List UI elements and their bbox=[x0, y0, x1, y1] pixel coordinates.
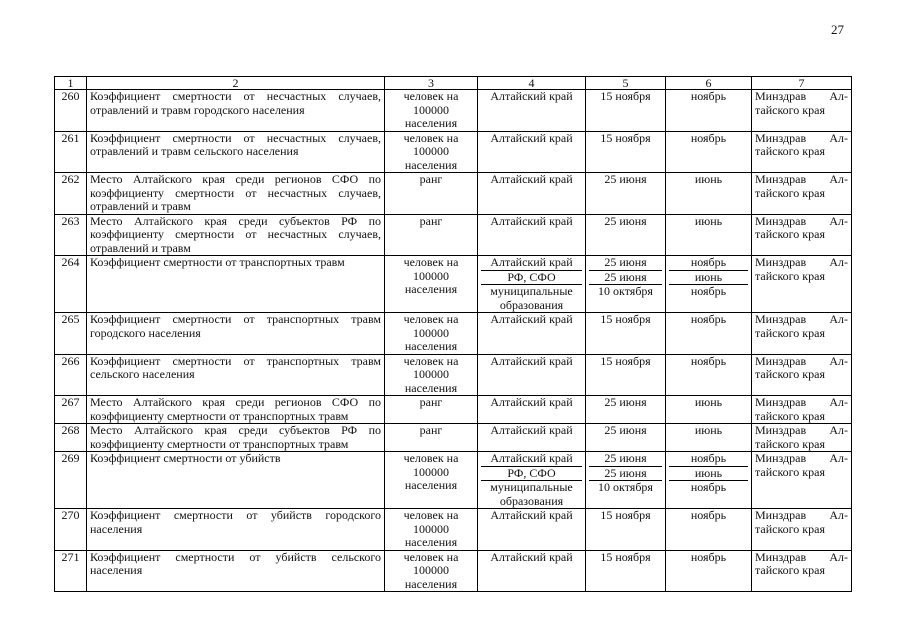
territory-level-line: Алтайский край bbox=[490, 550, 573, 564]
responsible-agency bbox=[752, 424, 852, 452]
unit-of-measure: человек на 100000 населения bbox=[385, 313, 478, 355]
agency-name-part: Минздрав bbox=[755, 312, 807, 326]
report-month bbox=[666, 424, 752, 452]
agency-name-part: тайского края bbox=[755, 144, 825, 158]
page-number: 27 bbox=[831, 22, 844, 37]
territory-level-line: Алтайский край bbox=[490, 423, 573, 437]
agency-name-part: тайского края bbox=[755, 563, 825, 577]
report-month-line: ноябрь bbox=[690, 312, 727, 326]
territory-level-line: муниципальные образования bbox=[490, 480, 573, 508]
header-cell: 4 bbox=[478, 77, 586, 90]
indicator-name: Коэффициент смертности от несчастных случаев, отравлений и травм городского населения bbox=[87, 90, 385, 132]
submission-date-line: 25 июня bbox=[604, 423, 647, 437]
responsible-agency bbox=[752, 396, 852, 424]
unit-of-measure: человек на 100000 населения bbox=[385, 550, 478, 592]
report-month bbox=[666, 452, 752, 509]
row-number: 271 bbox=[55, 550, 87, 592]
responsible-agency bbox=[752, 354, 852, 396]
submission-date bbox=[586, 256, 666, 313]
submission-date bbox=[586, 424, 666, 452]
indicator-name: Место Алтайского края среди регионов СФО по коэффициенту смертности от несчастных случаев, отравлений и травм bbox=[87, 173, 385, 215]
indicator-name: Место Алтайского края среди регионов СФО по коэффициенту смертности от транспортных травм bbox=[87, 396, 385, 424]
agency-name-part: Ал- bbox=[829, 423, 848, 437]
table-row bbox=[55, 131, 852, 173]
unit-of-measure: человек на 100000 населения bbox=[385, 256, 478, 313]
unit-of-measure: ранг bbox=[385, 396, 478, 424]
header-cell: 5 bbox=[586, 77, 666, 90]
indicator-name: Коэффициент смертности от транспортных травм городского населения bbox=[87, 313, 385, 355]
submission-date-line: 25 июня bbox=[589, 271, 662, 286]
report-month bbox=[666, 173, 752, 215]
row-number: 266 bbox=[55, 354, 87, 396]
agency-name-part: тайского края bbox=[755, 408, 825, 423]
submission-date bbox=[586, 509, 666, 551]
agency-name-part: Ал- bbox=[829, 214, 848, 228]
table-row bbox=[55, 173, 852, 215]
agency-name-part: Минздрав bbox=[755, 131, 807, 145]
submission-date-line: 25 июня bbox=[604, 214, 647, 228]
agency-name-part: Ал- bbox=[829, 550, 848, 564]
indicator-name: Коэффициент смертности от убийств сельского населения bbox=[87, 550, 385, 592]
territory-level-line: Алтайский край bbox=[481, 452, 582, 467]
agency-name-part: Минздрав bbox=[755, 89, 807, 103]
table-row bbox=[55, 90, 852, 132]
territory-level-line: Алтайский край bbox=[490, 508, 573, 522]
indicator-name: Место Алтайского края среди субъектов РФ по коэффициенту смертности от несчастных случаев, отравлений и травм bbox=[87, 214, 385, 256]
territory-level bbox=[478, 509, 586, 551]
territory-level-line: Алтайский край bbox=[490, 395, 573, 409]
report-month-line: июнь bbox=[694, 423, 723, 437]
responsible-agency bbox=[752, 173, 852, 215]
report-month bbox=[666, 550, 752, 592]
submission-date-line: 25 июня bbox=[604, 395, 647, 409]
row-number: 264 bbox=[55, 256, 87, 313]
unit-of-measure: ранг bbox=[385, 173, 478, 215]
indicator-name: Коэффициент смертности от транспортных травм bbox=[87, 256, 385, 313]
agency-name-part: Ал- bbox=[829, 172, 848, 186]
header-cell: 7 bbox=[752, 77, 852, 90]
indicators-table bbox=[54, 76, 852, 592]
report-month bbox=[666, 354, 752, 396]
agency-name-part: Минздрав bbox=[755, 214, 807, 228]
table-row bbox=[55, 214, 852, 256]
submission-date bbox=[586, 354, 666, 396]
report-month-line: ноябрь bbox=[690, 89, 727, 103]
submission-date-line: 15 ноября bbox=[600, 312, 651, 326]
report-month-line: ноябрь bbox=[690, 550, 727, 564]
territory-level-line: Алтайский край bbox=[481, 256, 582, 271]
agency-name-part: Ал- bbox=[829, 312, 848, 326]
responsible-agency bbox=[752, 509, 852, 551]
report-month-line: июнь bbox=[694, 172, 723, 186]
territory-level-line: РФ, СФО bbox=[481, 467, 582, 482]
agency-name-part: Минздрав bbox=[755, 354, 807, 368]
agency-name-part: тайского края bbox=[755, 521, 825, 536]
submission-date bbox=[586, 90, 666, 132]
submission-date bbox=[586, 452, 666, 509]
indicator-name: Коэффициент смертности от убийств городского населения bbox=[87, 509, 385, 551]
indicator-name: Коэффициент смертности от убийств bbox=[87, 452, 385, 509]
row-number: 270 bbox=[55, 509, 87, 551]
report-month bbox=[666, 214, 752, 256]
unit-of-measure: ранг bbox=[385, 214, 478, 256]
agency-name-part: Минздрав bbox=[755, 395, 807, 409]
agency-name-part: тайского края bbox=[755, 185, 825, 200]
report-month-line: ноябрь bbox=[690, 508, 727, 522]
territory-level-line: РФ, СФО bbox=[481, 271, 582, 286]
territory-level-line: Алтайский край bbox=[490, 354, 573, 368]
responsible-agency bbox=[752, 131, 852, 173]
table-row bbox=[55, 256, 852, 313]
responsible-agency bbox=[752, 313, 852, 355]
responsible-agency bbox=[752, 256, 852, 313]
territory-level bbox=[478, 256, 586, 313]
submission-date bbox=[586, 550, 666, 592]
header-cell: 6 bbox=[666, 77, 752, 90]
submission-date-line: 15 ноября bbox=[600, 89, 651, 103]
table-row bbox=[55, 354, 852, 396]
row-number: 268 bbox=[55, 424, 87, 452]
header-cell: 2 bbox=[87, 77, 385, 90]
agency-name-part: Ал- bbox=[829, 451, 848, 465]
report-month-line: июнь bbox=[669, 467, 748, 482]
agency-name-part: Минздрав bbox=[755, 255, 807, 269]
report-month bbox=[666, 509, 752, 551]
report-month-line: ноябрь bbox=[690, 131, 727, 145]
unit-of-measure: человек на 100000 населения bbox=[385, 131, 478, 173]
unit-of-measure: человек на 100000 населения bbox=[385, 452, 478, 509]
territory-level bbox=[478, 550, 586, 592]
submission-date-line: 25 июня bbox=[604, 172, 647, 186]
submission-date-line: 10 октября bbox=[598, 480, 653, 494]
table-row bbox=[55, 396, 852, 424]
territory-level bbox=[478, 354, 586, 396]
submission-date bbox=[586, 396, 666, 424]
indicator-name: Коэффициент смертности от несчастных случаев, отравлений и травм сельского населения bbox=[87, 131, 385, 173]
territory-level-line: Алтайский край bbox=[490, 214, 573, 228]
indicator-name: Место Алтайского края среди субъектов РФ по коэффициенту смертности от транспортных травм bbox=[87, 424, 385, 452]
row-number: 269 bbox=[55, 452, 87, 509]
submission-date-line: 15 ноября bbox=[600, 508, 651, 522]
territory-level bbox=[478, 452, 586, 509]
table-row bbox=[55, 424, 852, 452]
territory-level-line: Алтайский край bbox=[490, 312, 573, 326]
agency-name-part: тайского края bbox=[755, 436, 825, 451]
report-month bbox=[666, 396, 752, 424]
agency-name-part: тайского края bbox=[755, 367, 825, 381]
submission-date bbox=[586, 313, 666, 355]
submission-date bbox=[586, 214, 666, 256]
agency-name-part: Ал- bbox=[829, 354, 848, 368]
agency-name-part: Ал- bbox=[829, 255, 848, 269]
unit-of-measure: человек на 100000 населения bbox=[385, 90, 478, 132]
table-row bbox=[55, 509, 852, 551]
territory-level bbox=[478, 214, 586, 256]
agency-name-part: Минздрав bbox=[755, 423, 807, 437]
row-number: 265 bbox=[55, 313, 87, 355]
territory-level bbox=[478, 131, 586, 173]
territory-level bbox=[478, 313, 586, 355]
agency-name-part: Ал- bbox=[829, 131, 848, 145]
territory-level-line: Алтайский край bbox=[490, 131, 573, 145]
agency-name-part: Минздрав bbox=[755, 508, 807, 522]
agency-name-part: Минздрав bbox=[755, 550, 807, 564]
submission-date bbox=[586, 173, 666, 215]
submission-date-line: 10 октября bbox=[598, 284, 653, 298]
responsible-agency bbox=[752, 550, 852, 592]
territory-level-line: муниципальные образования bbox=[490, 284, 573, 312]
agency-name-part: Ал- bbox=[829, 89, 848, 103]
territory-level bbox=[478, 173, 586, 215]
header-cell: 3 bbox=[385, 77, 478, 90]
agency-name-part: тайского края bbox=[755, 102, 825, 117]
report-month-line: ноябрь bbox=[669, 256, 748, 271]
table-row bbox=[55, 452, 852, 509]
territory-level bbox=[478, 90, 586, 132]
territory-level-line: Алтайский край bbox=[490, 172, 573, 186]
submission-date bbox=[586, 131, 666, 173]
row-number: 261 bbox=[55, 131, 87, 173]
agency-name-part: Ал- bbox=[829, 508, 848, 522]
submission-date-line: 15 ноября bbox=[600, 354, 651, 368]
report-month-line: июнь bbox=[694, 214, 723, 228]
table-row bbox=[55, 313, 852, 355]
submission-date-line: 25 июня bbox=[589, 256, 662, 271]
agency-name-part: Минздрав bbox=[755, 451, 807, 465]
indicator-name: Коэффициент смертности от транспортных травм сельского населения bbox=[87, 354, 385, 396]
unit-of-measure: ранг bbox=[385, 424, 478, 452]
agency-name-part: тайского края bbox=[755, 464, 825, 479]
responsible-agency bbox=[752, 90, 852, 132]
row-number: 263 bbox=[55, 214, 87, 256]
report-month-line: июнь bbox=[669, 271, 748, 286]
territory-level bbox=[478, 424, 586, 452]
agency-name-part: тайского края bbox=[755, 227, 825, 241]
responsible-agency bbox=[752, 452, 852, 509]
table-row bbox=[55, 550, 852, 592]
report-month bbox=[666, 256, 752, 313]
report-month-line: ноябрь bbox=[690, 284, 727, 298]
table-body bbox=[55, 90, 852, 592]
report-month-line: ноябрь bbox=[690, 480, 727, 494]
report-month-line: июнь bbox=[694, 395, 723, 409]
row-number: 260 bbox=[55, 90, 87, 132]
agency-name-part: Ал- bbox=[829, 395, 848, 409]
report-month-line: ноябрь bbox=[669, 452, 748, 467]
responsible-agency bbox=[752, 214, 852, 256]
row-number: 267 bbox=[55, 396, 87, 424]
submission-date-line: 25 июня bbox=[589, 467, 662, 482]
agency-name-part: Минздрав bbox=[755, 172, 807, 186]
submission-date-line: 15 ноября bbox=[600, 550, 651, 564]
submission-date-line: 15 ноября bbox=[600, 131, 651, 145]
header-cell: 1 bbox=[55, 77, 87, 90]
submission-date-line: 25 июня bbox=[589, 452, 662, 467]
header-row bbox=[55, 77, 852, 90]
report-month bbox=[666, 131, 752, 173]
agency-name-part: тайского края bbox=[755, 268, 825, 283]
report-month bbox=[666, 313, 752, 355]
row-number: 262 bbox=[55, 173, 87, 215]
report-month bbox=[666, 90, 752, 132]
territory-level-line: Алтайский край bbox=[490, 89, 573, 103]
report-month-line: ноябрь bbox=[690, 354, 727, 368]
unit-of-measure: человек на 100000 населения bbox=[385, 509, 478, 551]
unit-of-measure: человек на 100000 населения bbox=[385, 354, 478, 396]
territory-level bbox=[478, 396, 586, 424]
agency-name-part: тайского края bbox=[755, 325, 825, 340]
